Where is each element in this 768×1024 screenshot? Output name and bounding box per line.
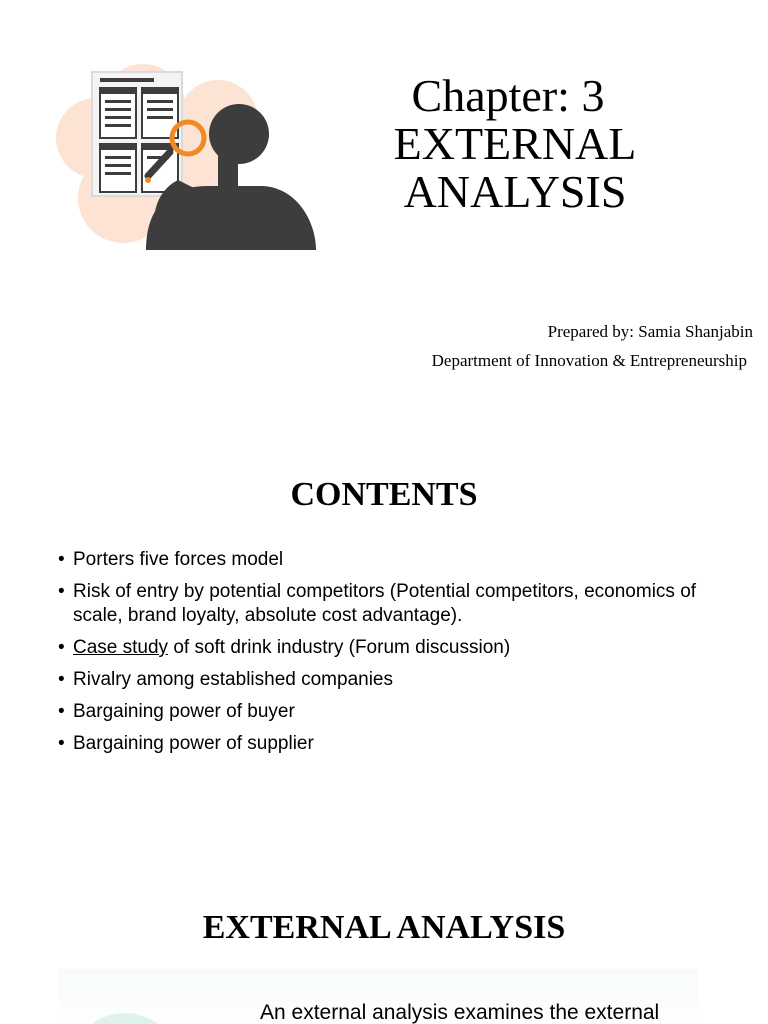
list-item [58,732,698,756]
list-item [58,548,698,572]
contents-title: CONTENTS [290,476,478,513]
list-item-text: Bargaining power of supplier [73,733,314,754]
case-study-link[interactable]: Case study [73,637,169,658]
title-line-analysis: ANALYSIS [403,166,627,217]
department-name: Department of Innovation & Entrepreneurship [431,351,747,370]
title-line-chapter: Chapter: 3 [411,70,605,121]
title-line-external: EXTERNAL [393,118,637,169]
contents-list [58,548,698,764]
external-analysis-body: An external analysis examines the external [260,1001,660,1024]
contents-slide [0,410,768,865]
external-analysis-slide [0,865,768,1024]
list-item-text: Bargaining power of buyer [73,701,295,722]
list-item-text: Porters five forces model [73,549,284,570]
list-item [58,668,698,692]
slide-title [380,72,650,216]
external-analysis-title: EXTERNAL ANALYSIS [202,909,566,946]
list-item-text: of soft drink industry (Forum discussion) [168,637,511,658]
title-slide [0,0,768,410]
list-item [58,700,698,724]
list-item [58,636,698,660]
person-with-magnifying-glass-icon [48,58,328,258]
list-item [58,580,698,628]
prepared-by: Prepared by: Samia Shanjabin [547,322,753,341]
list-item-text: Risk of entry by potential competitors (Potential competitors, economics of scale, brand loyalty, absolute cost advantage). [73,581,697,626]
list-item-text: Rivalry among established companies [73,669,393,690]
